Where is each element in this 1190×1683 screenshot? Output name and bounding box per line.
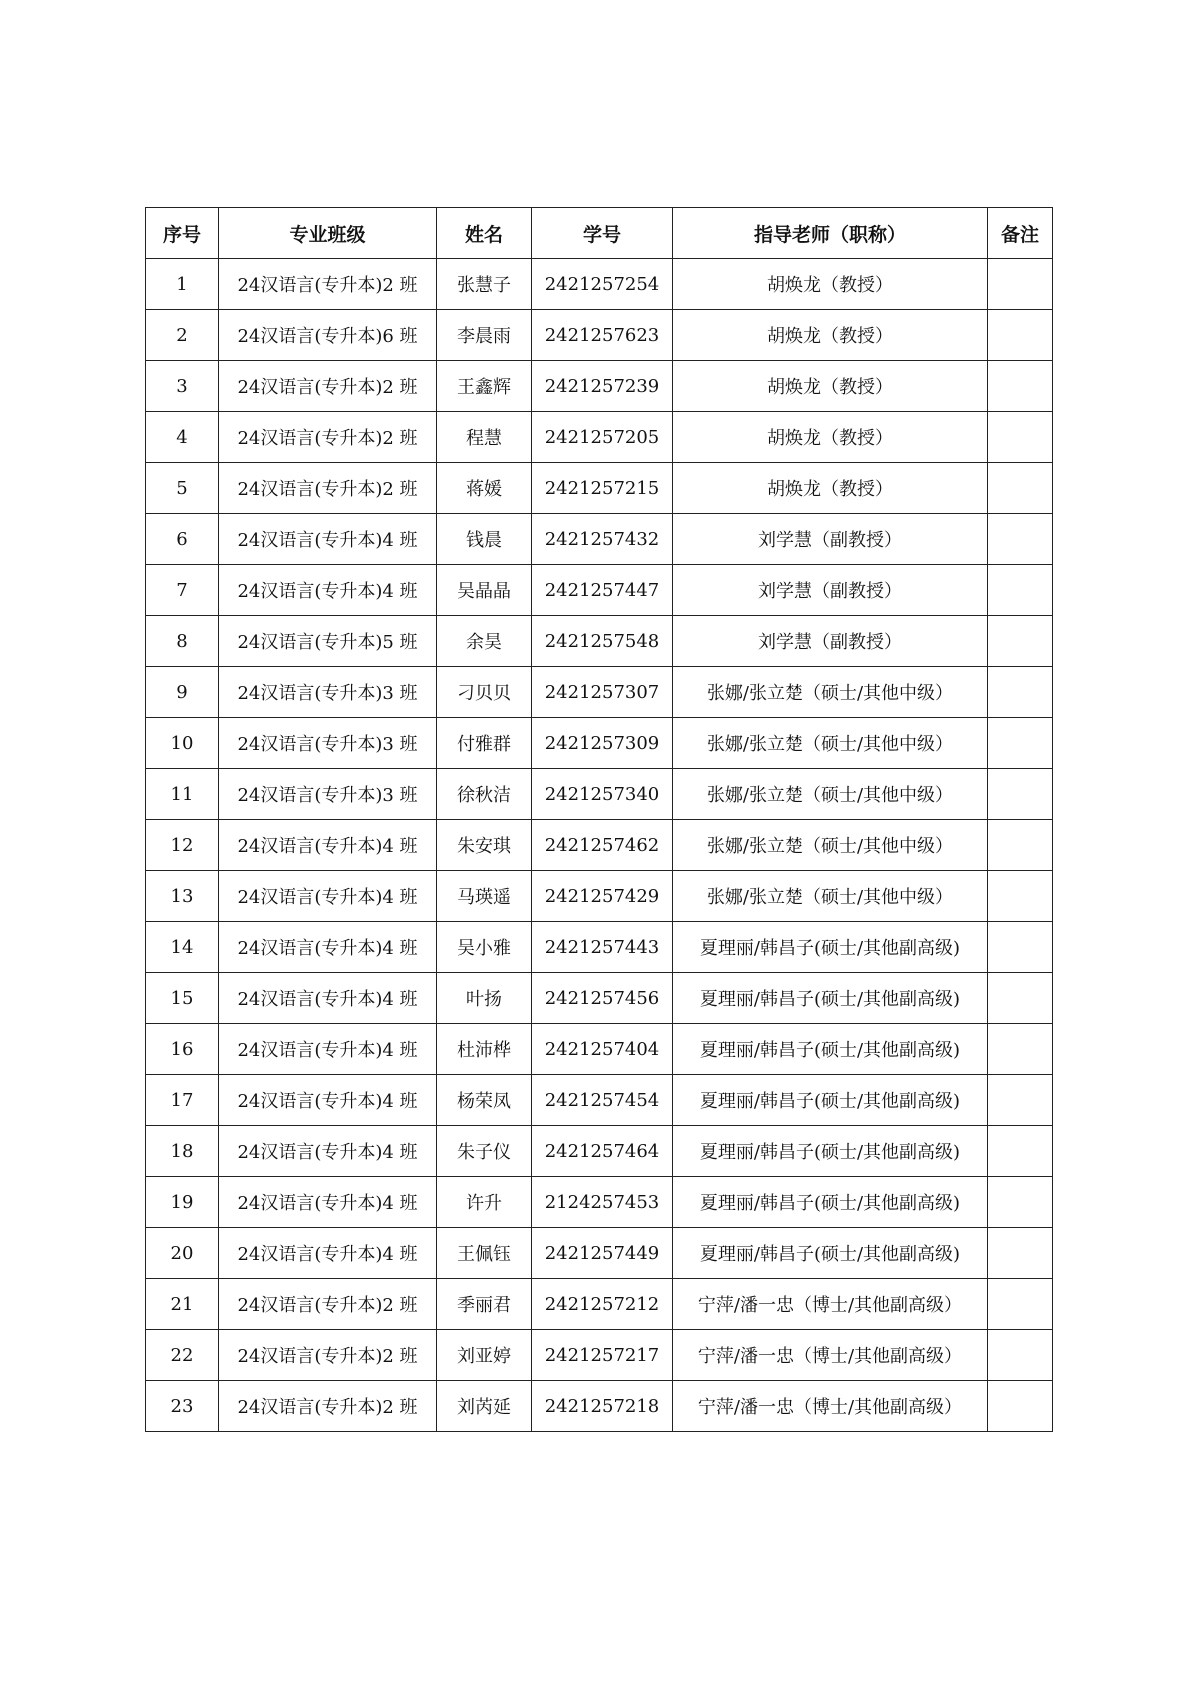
cell-advisor: 夏理丽/韩昌子(硕士/其他副高级) [673,1126,988,1177]
cell-advisor: 胡焕龙（教授） [673,463,988,514]
cell-student-id: 2421257548 [532,616,673,667]
cell-index: 7 [146,565,219,616]
cell-index: 14 [146,922,219,973]
cell-class: 24汉语言(专升本)4 班 [219,1024,437,1075]
cell-name: 叶扬 [437,973,532,1024]
cell-index: 22 [146,1330,219,1381]
table-row [146,1024,1053,1075]
cell-remark [988,922,1053,973]
cell-remark [988,1381,1053,1432]
header-index: 序号 [146,208,219,259]
cell-advisor: 张娜/张立楚（硕士/其他中级） [673,871,988,922]
cell-remark [988,514,1053,565]
cell-index: 3 [146,361,219,412]
table-row [146,1381,1053,1432]
cell-index: 11 [146,769,219,820]
cell-name: 钱晨 [437,514,532,565]
cell-class: 24汉语言(专升本)6 班 [219,310,437,361]
cell-remark [988,820,1053,871]
cell-student-id: 2421257205 [532,412,673,463]
cell-remark [988,1024,1053,1075]
cell-name: 刘亚婷 [437,1330,532,1381]
cell-class: 24汉语言(专升本)4 班 [219,973,437,1024]
cell-name: 朱安琪 [437,820,532,871]
cell-class: 24汉语言(专升本)4 班 [219,514,437,565]
table-row [146,1279,1053,1330]
cell-class: 24汉语言(专升本)4 班 [219,565,437,616]
cell-index: 19 [146,1177,219,1228]
cell-index: 5 [146,463,219,514]
cell-name: 季丽君 [437,1279,532,1330]
table-row [146,922,1053,973]
table-row [146,871,1053,922]
cell-name: 李晨雨 [437,310,532,361]
cell-advisor: 张娜/张立楚（硕士/其他中级） [673,769,988,820]
cell-class: 24汉语言(专升本)2 班 [219,1330,437,1381]
cell-class: 24汉语言(专升本)4 班 [219,820,437,871]
table-row [146,973,1053,1024]
cell-student-id: 2421257340 [532,769,673,820]
cell-index: 4 [146,412,219,463]
cell-student-id: 2421257454 [532,1075,673,1126]
cell-remark [988,1177,1053,1228]
table-row [146,463,1053,514]
header-name: 姓名 [437,208,532,259]
table-row [146,667,1053,718]
cell-advisor: 夏理丽/韩昌子(硕士/其他副高级) [673,1075,988,1126]
cell-class: 24汉语言(专升本)2 班 [219,463,437,514]
cell-index: 18 [146,1126,219,1177]
table-row [146,361,1053,412]
cell-class: 24汉语言(专升本)2 班 [219,1381,437,1432]
table-row [146,1177,1053,1228]
cell-advisor: 刘学慧（副教授） [673,514,988,565]
cell-advisor: 夏理丽/韩昌子(硕士/其他副高级) [673,1228,988,1279]
cell-advisor: 刘学慧（副教授） [673,565,988,616]
cell-name: 许升 [437,1177,532,1228]
cell-name: 吴晶晶 [437,565,532,616]
cell-advisor: 胡焕龙（教授） [673,259,988,310]
cell-advisor: 张娜/张立楚（硕士/其他中级） [673,667,988,718]
cell-index: 10 [146,718,219,769]
cell-index: 9 [146,667,219,718]
cell-advisor: 宁萍/潘一忠（博士/其他副高级） [673,1381,988,1432]
cell-name: 马瑛遥 [437,871,532,922]
header-class: 专业班级 [219,208,437,259]
cell-class: 24汉语言(专升本)3 班 [219,769,437,820]
cell-index: 17 [146,1075,219,1126]
cell-index: 23 [146,1381,219,1432]
cell-student-id: 2421257212 [532,1279,673,1330]
cell-student-id: 2421257254 [532,259,673,310]
cell-advisor: 张娜/张立楚（硕士/其他中级） [673,718,988,769]
cell-student-id: 2421257218 [532,1381,673,1432]
cell-student-id: 2421257462 [532,820,673,871]
cell-advisor: 宁萍/潘一忠（博士/其他副高级） [673,1279,988,1330]
cell-class: 24汉语言(专升本)4 班 [219,1177,437,1228]
table-row [146,769,1053,820]
cell-name: 张慧子 [437,259,532,310]
cell-remark [988,565,1053,616]
cell-remark [988,769,1053,820]
table-row [146,1228,1053,1279]
cell-index: 12 [146,820,219,871]
cell-remark [988,1075,1053,1126]
cell-student-id: 2421257443 [532,922,673,973]
cell-remark [988,871,1053,922]
cell-student-id: 2421257309 [532,718,673,769]
cell-remark [988,667,1053,718]
cell-student-id: 2421257623 [532,310,673,361]
header-student-id: 学号 [532,208,673,259]
cell-class: 24汉语言(专升本)2 班 [219,361,437,412]
cell-class: 24汉语言(专升本)4 班 [219,1228,437,1279]
cell-name: 刘芮延 [437,1381,532,1432]
cell-student-id: 2421257215 [532,463,673,514]
cell-class: 24汉语言(专升本)2 班 [219,1279,437,1330]
cell-student-id: 2421257217 [532,1330,673,1381]
cell-advisor: 夏理丽/韩昌子(硕士/其他副高级) [673,922,988,973]
cell-name: 王鑫辉 [437,361,532,412]
table-row [146,820,1053,871]
cell-advisor: 胡焕龙（教授） [673,310,988,361]
cell-class: 24汉语言(专升本)2 班 [219,259,437,310]
table-row [146,565,1053,616]
cell-remark [988,310,1053,361]
cell-index: 20 [146,1228,219,1279]
cell-index: 1 [146,259,219,310]
cell-class: 24汉语言(专升本)2 班 [219,412,437,463]
table-row [146,259,1053,310]
cell-name: 杨荣凤 [437,1075,532,1126]
table-row [146,514,1053,565]
cell-student-id: 2421257404 [532,1024,673,1075]
cell-remark [988,718,1053,769]
header-advisor: 指导老师（职称） [673,208,988,259]
cell-name: 杜沛桦 [437,1024,532,1075]
cell-remark [988,361,1053,412]
cell-index: 16 [146,1024,219,1075]
table-row [146,718,1053,769]
cell-advisor: 夏理丽/韩昌子(硕士/其他副高级) [673,1177,988,1228]
table-row [146,1330,1053,1381]
cell-index: 21 [146,1279,219,1330]
cell-advisor: 胡焕龙（教授） [673,361,988,412]
cell-student-id: 2421257449 [532,1228,673,1279]
cell-remark [988,1228,1053,1279]
cell-name: 朱子仪 [437,1126,532,1177]
cell-class: 24汉语言(专升本)5 班 [219,616,437,667]
cell-name: 吴小雅 [437,922,532,973]
cell-name: 付雅群 [437,718,532,769]
cell-remark [988,412,1053,463]
cell-name: 徐秋洁 [437,769,532,820]
table-row [146,412,1053,463]
cell-class: 24汉语言(专升本)4 班 [219,1075,437,1126]
cell-index: 15 [146,973,219,1024]
cell-advisor: 刘学慧（副教授） [673,616,988,667]
cell-remark [988,1126,1053,1177]
cell-name: 蒋媛 [437,463,532,514]
cell-name: 余昊 [437,616,532,667]
cell-student-id: 2421257464 [532,1126,673,1177]
cell-student-id: 2421257447 [532,565,673,616]
cell-remark [988,616,1053,667]
cell-class: 24汉语言(专升本)4 班 [219,922,437,973]
cell-class: 24汉语言(专升本)4 班 [219,1126,437,1177]
cell-class: 24汉语言(专升本)3 班 [219,718,437,769]
table-body [146,259,1053,1432]
cell-name: 程慧 [437,412,532,463]
student-advisor-table [145,207,1053,1432]
cell-advisor: 夏理丽/韩昌子(硕士/其他副高级) [673,973,988,1024]
cell-advisor: 张娜/张立楚（硕士/其他中级） [673,820,988,871]
cell-remark [988,1279,1053,1330]
cell-remark [988,463,1053,514]
cell-index: 2 [146,310,219,361]
cell-name: 刁贝贝 [437,667,532,718]
table-row [146,1075,1053,1126]
cell-student-id: 2421257307 [532,667,673,718]
cell-remark [988,973,1053,1024]
cell-remark [988,1330,1053,1381]
cell-class: 24汉语言(专升本)4 班 [219,871,437,922]
cell-name: 王佩钰 [437,1228,532,1279]
cell-advisor: 夏理丽/韩昌子(硕士/其他副高级) [673,1024,988,1075]
cell-student-id: 2421257239 [532,361,673,412]
cell-student-id: 2421257456 [532,973,673,1024]
table-row [146,310,1053,361]
cell-student-id: 2421257432 [532,514,673,565]
table-header-row [146,208,1053,259]
cell-remark [988,259,1053,310]
cell-class: 24汉语言(专升本)3 班 [219,667,437,718]
cell-index: 13 [146,871,219,922]
table-row [146,616,1053,667]
cell-student-id: 2421257429 [532,871,673,922]
cell-student-id: 2124257453 [532,1177,673,1228]
cell-index: 8 [146,616,219,667]
cell-advisor: 宁萍/潘一忠（博士/其他副高级） [673,1330,988,1381]
cell-index: 6 [146,514,219,565]
table-row [146,1126,1053,1177]
cell-advisor: 胡焕龙（教授） [673,412,988,463]
header-remark: 备注 [988,208,1053,259]
